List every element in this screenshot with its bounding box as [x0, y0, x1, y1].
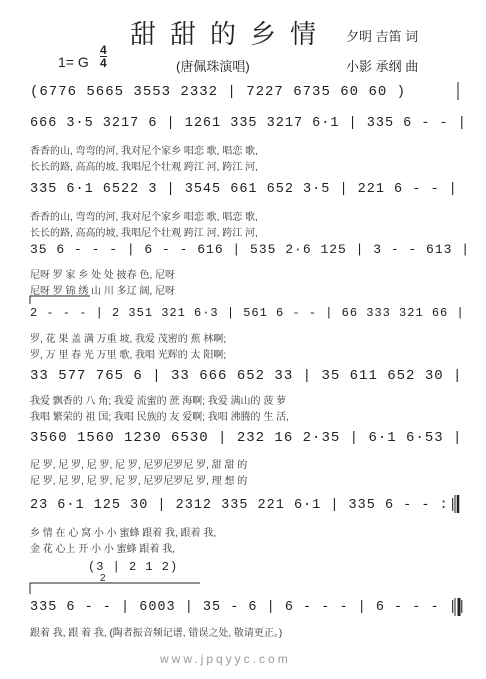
lyric-line-5b: 罗, 万 里 春 光 万里 歌, 我唱 光辉的 太 阳啊; — [30, 350, 227, 361]
lyric-line-7b: 尼 罗, 尼 罗, 尼 罗, 尼 罗, 尼罗尼罗尼 罗, 理 想 的 — [30, 476, 248, 487]
notation-line-6: 33 577 765 6 | 33 666 652 33 | 35 611 652 30 | — [30, 368, 463, 384]
song-title: 甜甜的乡情 — [130, 20, 331, 50]
lyric-line-4b: 尼呀 罗 锦 绣 山 川 多辽 阔, 尼呀 — [30, 286, 176, 297]
notation-line-7: 3560 1560 1230 6530 | 232 16 2·35 | 6·1 6·53 | — [30, 430, 463, 446]
lyric-line-3a: 香香的山, 弯弯的河, 我对尼个家乡 唱恋 歌, 唱恋 歌, — [30, 212, 258, 223]
volta-bracket-1 — [30, 296, 90, 304]
notation-line-4: 35 6 - - - | 6 - - 616 | 535 2·6 125 | 3 - - 613 | — [30, 242, 471, 257]
notation-line-3: 335 6·1 6522 3 | 3545 661 652 3·5 | 221 6 - - | — [30, 182, 458, 197]
notation-line-8: 23 6·1 125 30 | 2312 335 221 6·1 | 335 6 - - :| — [30, 498, 458, 513]
lyricist-credit: 夕明 吉笛 词 — [346, 29, 419, 44]
lyric-line-8a: 乡 情 在 心 窝 小 小 蜜蜂 跟着 我, 跟着 我, — [30, 528, 217, 539]
volta-bracket — [30, 583, 200, 594]
lyric-line-5a: 罗, 花 果 盖 满 万重 坡, 我爱 茂密的 蕉 林啊; — [30, 334, 227, 345]
key-signature: 1= G — [58, 54, 89, 70]
lyric-line-2b: 长长的路, 高高的坡, 我唱尼个壮观 跨江 河, 跨江 河, — [30, 162, 258, 173]
lyric-line-8b: 金 花 心上 开 小 小 蜜蜂 跟着 我, — [30, 544, 176, 555]
notation-line-9: (3 | 2 1 2) — [88, 560, 179, 574]
watermark: www.jpqyyc.com — [160, 652, 291, 666]
time-signature — [100, 44, 107, 69]
lyric-line-7a: 尼 罗, 尼 罗, 尼 罗, 尼 罗, 尼罗尼罗尼 罗, 甜 甜 的 — [30, 460, 248, 471]
meter-bottom: 4 — [100, 56, 107, 70]
notation-line-5: 2 - - - | 2 351 321 6·3 | 561 6 - - | 66 333 321 66 | — [30, 306, 465, 320]
notation-line-10: 335 6 - - | 6003 | 35 - 6 | 6 - - - | 6 - - - || — [30, 600, 467, 615]
lyric-line-3b: 长长的路, 高高的坡, 我唱尼个壮观 跨江 河, 跨江 河, — [30, 228, 258, 239]
lyric-line-10: 跟着 我, 跟 着 我, (陶者振音频记谱, 错误之处, 敬请更正。) — [30, 628, 283, 639]
meter-top: 4 — [100, 43, 107, 57]
lyric-line-4a: 尼呀 罗 家 乡 处 处 披春 色, 尼呀 — [30, 270, 176, 281]
lyric-line-2a: 香香的山, 弯弯的河, 我对尼个家乡 唱恋 歌, 唱恋 歌, — [30, 146, 258, 157]
notation-line-2: 666 3·5 3217 6 | 1261 335 3217 6·1 | 335 6 - - | — [30, 116, 467, 131]
notation-line-1: (6776 5665 3553 2332 | 7227 6735 60 60 ) — [30, 84, 407, 100]
lyric-line-6b: 我唱 繁荣的 祖 国; 我唱 民族的 友 爱啊; 我唱 沸腾的 生 活, — [30, 412, 289, 423]
lyric-line-6a: 我爱 飘香的 八 角; 我爱 流蜜的 蔗 海啊; 我爱 满山的 菠 萝 — [30, 396, 287, 407]
volta-number: 2 — [100, 573, 106, 584]
performer: (唐佩珠演唱) — [176, 59, 250, 74]
composer-credit: 小影 承纲 曲 — [346, 59, 419, 74]
